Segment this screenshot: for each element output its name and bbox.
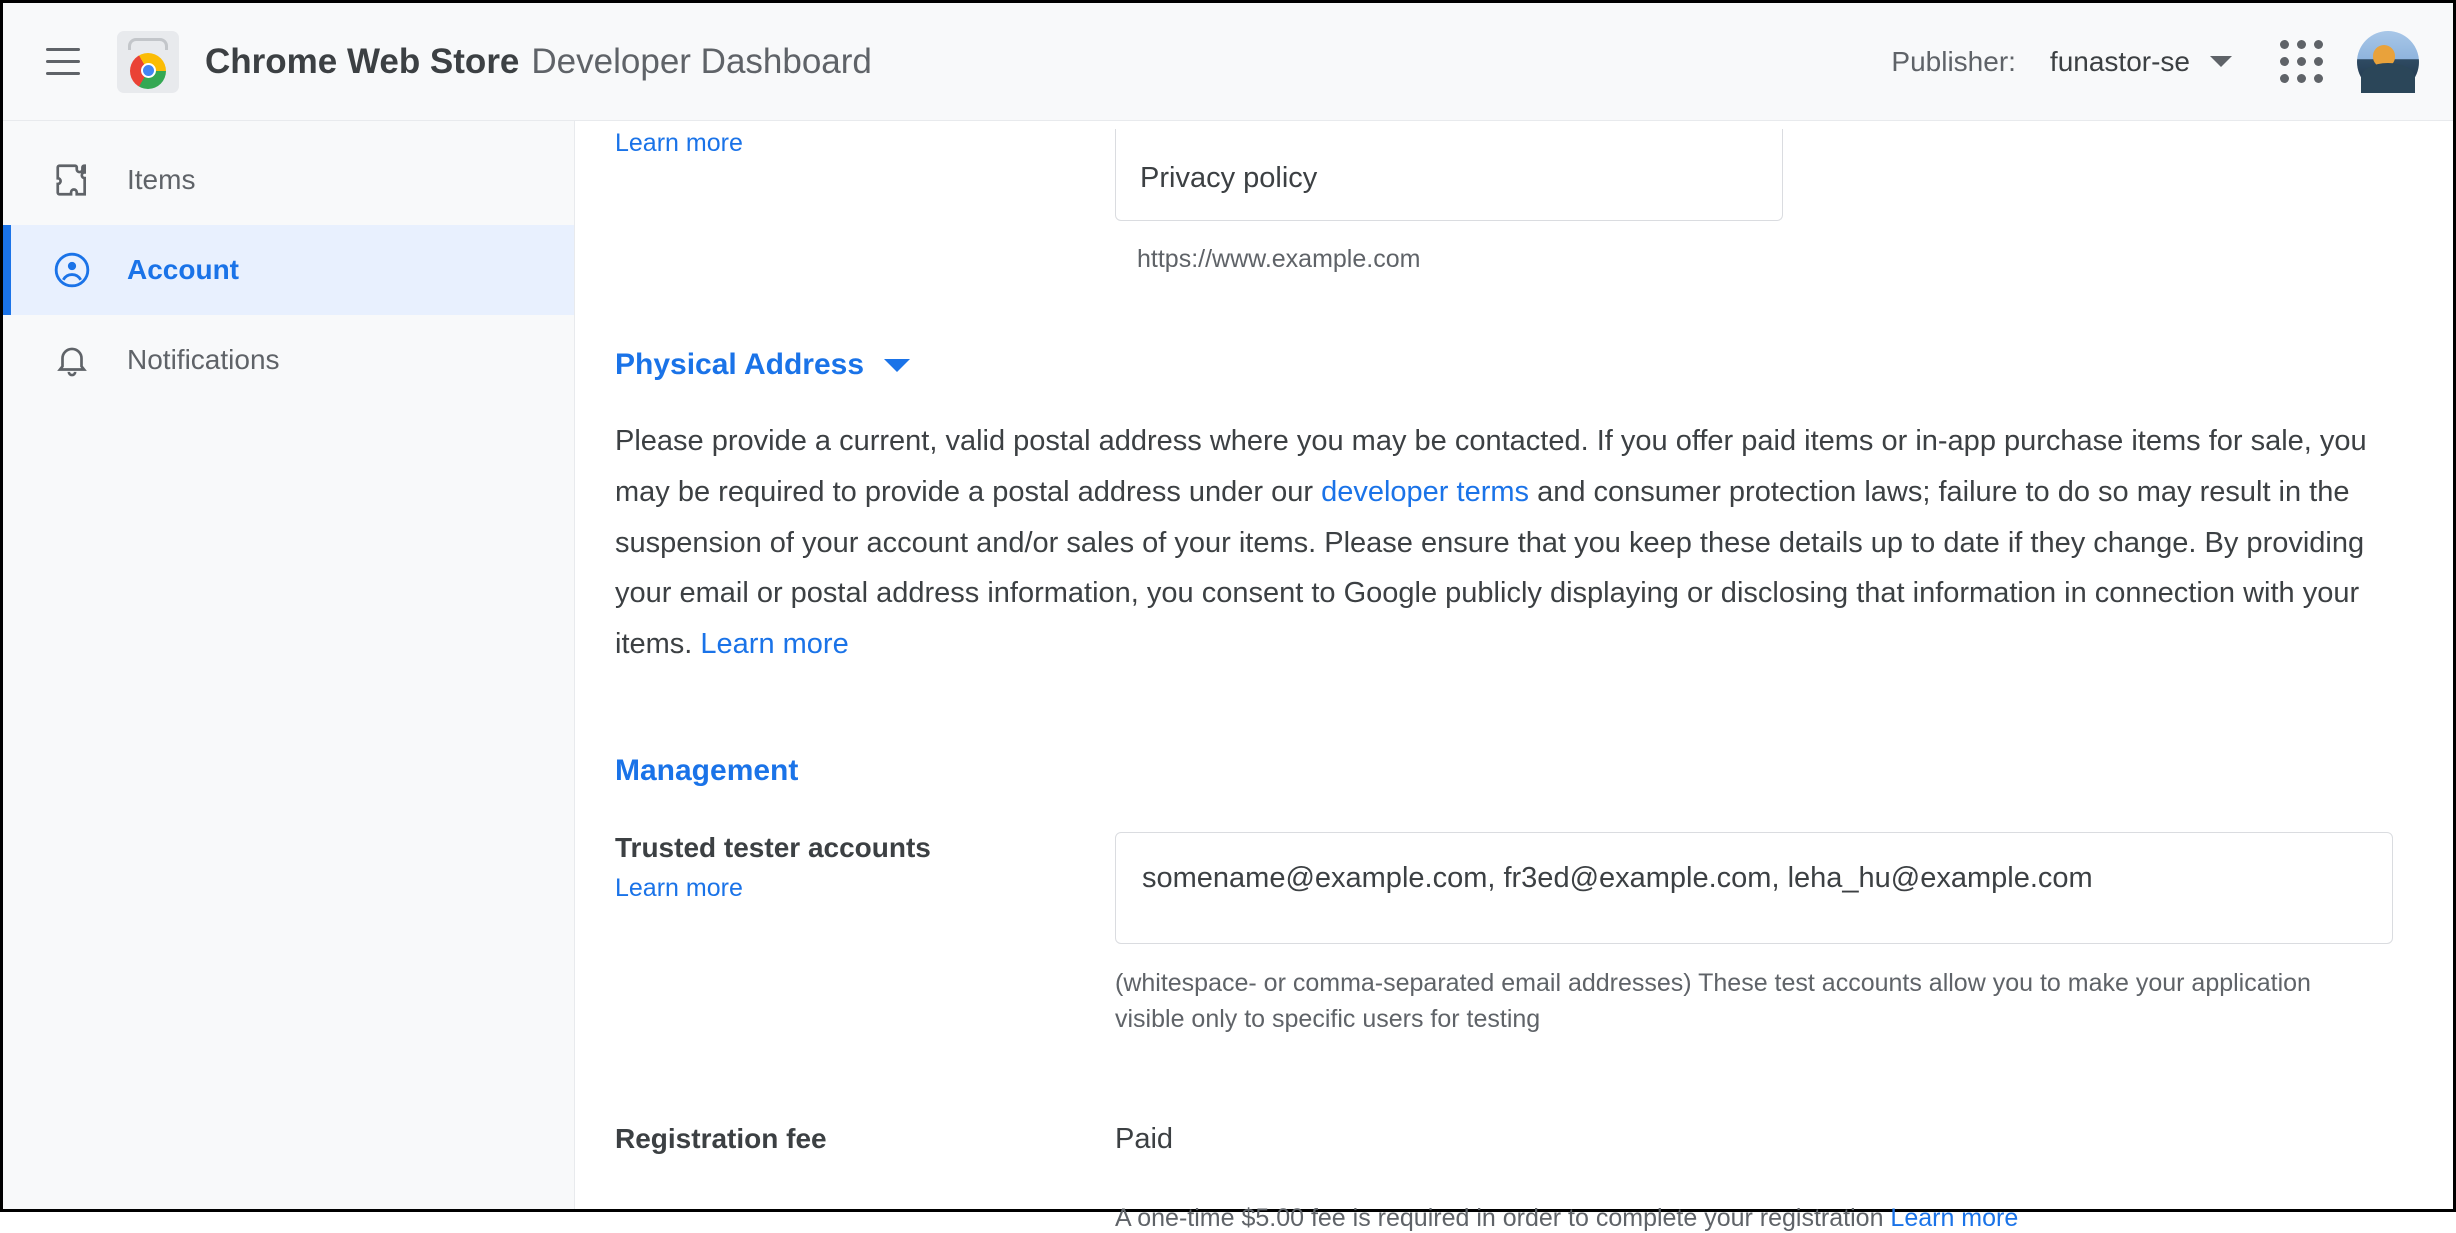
hamburger-icon[interactable] bbox=[37, 36, 89, 88]
privacy-policy-row bbox=[615, 121, 2413, 274]
puzzle-piece-icon bbox=[53, 161, 91, 199]
registration-fee-note-text: A one-time $5.00 fee is required in order to complete your registration bbox=[1115, 1204, 1891, 1233]
sidebar-item-label: Notifications bbox=[127, 344, 280, 375]
registration-fee-label: Registration fee bbox=[615, 1123, 827, 1155]
physical-address-learn-more-link[interactable]: Learn more bbox=[700, 628, 849, 660]
page-title bbox=[205, 42, 872, 82]
physical-address-description bbox=[615, 416, 2405, 670]
avatar[interactable] bbox=[2357, 31, 2419, 93]
chevron-down-icon bbox=[884, 359, 910, 372]
header-actions bbox=[1891, 31, 2419, 93]
publisher-label: Publisher: bbox=[1891, 45, 2016, 77]
publisher-select[interactable] bbox=[2050, 46, 2232, 78]
management-section-title: Management bbox=[615, 753, 799, 787]
privacy-policy-input[interactable] bbox=[1115, 129, 1783, 221]
account-circle-icon bbox=[53, 251, 91, 289]
privacy-learn-more-link[interactable]: Learn more bbox=[615, 129, 743, 157]
privacy-policy-hint: https://www.example.com bbox=[1137, 245, 1421, 273]
bell-icon bbox=[53, 341, 91, 379]
page-title-primary: Chrome Web Store bbox=[205, 41, 520, 81]
registration-fee-note bbox=[1115, 1204, 2393, 1233]
registration-fee-row bbox=[615, 1123, 2413, 1233]
physical-address-section-header[interactable] bbox=[615, 348, 2413, 382]
publisher-select-value: funastor-se bbox=[2049, 45, 2190, 77]
sidebar-item-items[interactable] bbox=[3, 135, 574, 225]
physical-address-text-part2: and consumer protection laws; failure to do so may result in the suspension of your account and/or sales of your items. Please ensure that you keep these details up to date if they change. By providing your email or postal address information, you consent to Google publicly displaying or disclosing that information in connection with your items. bbox=[615, 475, 2365, 660]
trusted-tester-row bbox=[615, 832, 2413, 1038]
body bbox=[3, 121, 2453, 1233]
physical-address-text-part1: Please provide a current, valid postal address where you may be contacted. If you offer paid items or in-app purchase items for sale, you may be required to provide a postal address under our bbox=[615, 425, 2367, 508]
sidebar-item-label: Items bbox=[127, 164, 196, 195]
chrome-web-store-logo-icon bbox=[117, 31, 179, 93]
trusted-tester-input[interactable] bbox=[1115, 832, 2393, 944]
registration-fee-learn-more-link[interactable]: Learn more bbox=[1890, 1204, 2019, 1233]
chevron-down-icon bbox=[2210, 56, 2232, 67]
sidebar-item-notifications[interactable] bbox=[3, 315, 574, 405]
privacy-policy-value: Privacy policy bbox=[1140, 162, 1318, 194]
trusted-tester-learn-more-link[interactable]: Learn more bbox=[615, 873, 743, 902]
page-title-secondary: Developer Dashboard bbox=[531, 41, 872, 81]
main-content bbox=[575, 121, 2453, 1233]
sidebar-item-account[interactable] bbox=[3, 225, 574, 315]
app-header bbox=[3, 3, 2453, 121]
trusted-tester-label: Trusted tester accounts bbox=[615, 831, 931, 863]
developer-terms-link[interactable]: developer terms bbox=[1321, 475, 1530, 508]
trusted-tester-helper-text: (whitespace- or comma-separated email addresses) These test accounts allow you to make your application visible only to specific users for testing bbox=[1115, 968, 2311, 1033]
apps-grid-icon[interactable] bbox=[2280, 40, 2323, 83]
physical-address-title: Physical Address bbox=[615, 348, 865, 381]
sidebar-item-label: Account bbox=[127, 254, 239, 285]
registration-fee-value: Paid bbox=[1115, 1123, 1174, 1156]
sidebar bbox=[3, 121, 575, 1209]
